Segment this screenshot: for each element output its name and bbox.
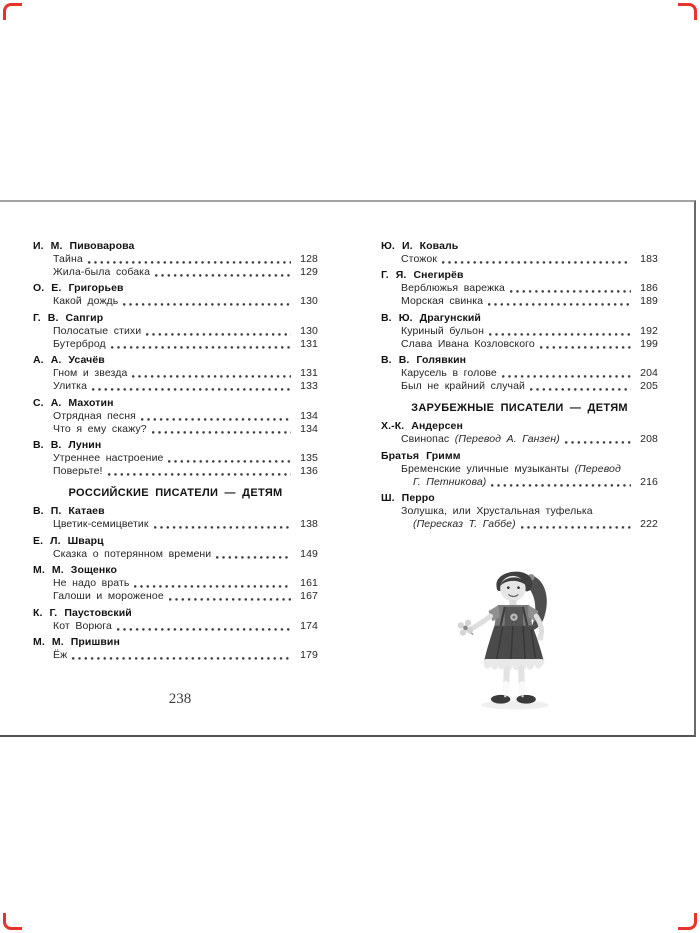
work-title-text: Тайна [53,252,83,265]
work-title-line [33,380,318,393]
author-name: О. Е. Григорьев [33,282,124,294]
author-name: И. М. Пивоварова [33,239,135,252]
work-title-text: Отрядная песня [53,409,136,422]
work-title-line [381,367,658,380]
dot-leader [92,388,291,391]
work-title-line [33,518,318,531]
work-title-line [33,338,318,351]
work-title-text: Утреннее настроение [53,452,164,464]
page-ref: 167 [300,590,318,602]
work-title-text: Улитка [53,380,88,392]
dot-leader [491,484,631,487]
author-name: В. В. Лунин [33,439,102,451]
dot-leader [134,585,291,588]
dot-leader [155,274,291,277]
page-ref: 131 [300,367,318,379]
author-name: Г. В. Сапгир [33,311,104,324]
red-corner-bottom-left-icon [3,913,22,930]
work-title-text: Свинопас [401,433,450,445]
work-title-line [33,452,318,465]
dot-leader [216,556,291,559]
dot-leader [111,346,291,349]
work-title-line [381,476,658,489]
page-ref: 149 [300,547,318,560]
work-title-line [33,649,318,662]
page-ref: 161 [300,577,318,589]
work-title-text: Цветик-семицветик [53,518,149,530]
page-ref: 216 [640,475,658,488]
author-name: Ш. Перро [381,492,435,504]
page-ref: 192 [640,324,658,337]
page-number: 238 [168,691,192,707]
page-ref: 138 [300,518,318,530]
work-title-text: Что я ему скажу? [53,422,147,435]
author-name: М. М. Зощенко [33,564,118,576]
dot-leader [108,473,291,476]
author-name: В. В. Голявкин [381,354,467,366]
dot-leader [530,388,631,391]
dot-leader [117,628,291,631]
work-title-text: Бременские уличные музыканты [401,462,570,475]
section-heading: РОССИЙСКИЕ ПИСАТЕЛИ — ДЕТЯМ [68,487,283,499]
author-name: Братья Гримм [381,449,461,462]
red-corner-top-left-icon [3,3,22,20]
dot-leader [72,657,291,660]
work-title-text: Не надо врать [53,577,130,589]
page-ref: 130 [300,295,318,307]
dot-leader [132,375,291,378]
page-ref: 179 [300,649,318,661]
work-title-line [381,505,658,518]
page-ref: 130 [300,324,318,337]
work-title-line [381,253,658,266]
work-title-text: Поверьте! [53,465,103,477]
work-title-text: Золушка, или Хрустальная туфелька [401,505,593,517]
dot-leader [489,333,631,336]
red-corner-top-right-icon [678,3,697,20]
page-ref: 134 [300,422,318,435]
work-title-line [381,282,658,295]
work-title-text: Стожок [401,252,438,265]
dot-leader [168,460,291,463]
page-ref: 128 [300,252,318,265]
work-title-text: Кот Ворюга [53,619,112,632]
work-title-text: Куриный бульон [401,324,485,337]
dot-leader [565,441,631,444]
work-title-line [33,325,318,338]
author-name: Г. Я. Снегирёв [381,269,464,281]
page-ref: 135 [300,452,318,464]
dot-leader [169,598,291,601]
dot-leader [141,418,291,421]
work-title-text: Карусель в голове [401,367,497,379]
page-ref: 186 [640,282,658,294]
work-title-line [381,518,658,531]
work-title-line [381,463,658,476]
work-title-line [33,295,318,308]
page-ref: 183 [640,252,658,265]
author-name: С. А. Махотин [33,396,114,409]
work-title-text: Полосатые стихи [53,324,142,337]
author-name: В. П. Катаев [33,505,105,517]
work-title-text: Жила-была собака [53,265,151,278]
work-title-text: Бутерброд [53,337,106,350]
page-ref: 129 [300,265,318,278]
page-ref: 222 [640,518,658,530]
page-ref: 133 [300,380,318,392]
work-title-translator: (Перевод [569,462,621,475]
work-title-text: Был не крайний случай [401,380,526,392]
work-title-text: Галоши и мороженое [53,590,164,602]
work-title-line [33,423,318,436]
red-corner-bottom-right-icon [678,913,697,930]
dot-leader [146,333,291,336]
page-ref: 131 [300,337,318,350]
dot-leader [540,346,631,349]
work-title-line [381,338,658,351]
author-name: В. Ю. Драгунский [381,311,481,324]
author-name: Х.-К. Андерсен [381,420,463,432]
work-title-line [381,325,658,338]
dot-leader [123,303,291,306]
author-name: К. Г. Паустовский [33,606,132,619]
dot-leader [442,261,631,264]
dot-leader [88,261,291,264]
work-title-line [33,367,318,380]
work-title-line [33,590,318,603]
work-title-line [33,253,318,266]
page-ref: 199 [640,337,658,350]
page-ref: 208 [640,433,658,445]
page-ref: 174 [300,619,318,632]
dot-leader [152,431,291,434]
toc-column-left [33,236,318,662]
dot-leader [488,303,631,306]
work-title-line [33,410,318,423]
dot-leader [521,526,631,529]
work-title-line [381,380,658,393]
page-ref: 134 [300,409,318,422]
work-title-line [33,465,318,478]
work-title-line [33,548,318,561]
page-ref: 189 [640,295,658,307]
author-name: А. А. Усачёв [33,354,105,366]
author-name: Ю. И. Коваль [381,239,459,252]
page-ref: 204 [640,367,658,379]
work-title-line [381,433,658,446]
work-title-translator: (Перевод А. Ганзен) [449,433,560,445]
dot-leader [510,290,631,293]
girl-illustration [448,554,588,712]
work-title-text: Ёж [53,649,68,661]
work-title-translator: (Пересказ Т. Габбе) [413,518,516,530]
author-name: Е. Л. Шварц [33,534,104,547]
work-title-line [33,620,318,633]
work-title-line [33,266,318,279]
dot-leader [154,526,291,529]
section-heading: ЗАРУБЕЖНЫЕ ПИСАТЕЛИ — ДЕТЯМ [411,402,628,414]
work-title-text: Гном и звезда [53,367,128,379]
work-title-text: Морская свинка [401,295,484,307]
work-title-text: Слава Ивана Козловского [401,337,535,350]
work-title-text: Верблюжья варежка [401,282,505,294]
work-title-text: Какой дождь [53,295,119,307]
page-ref: 205 [640,380,658,392]
author-name: М. М. Пришвин [33,636,120,648]
page-ref: 136 [300,465,318,477]
dot-leader [502,375,631,378]
work-title-translator: Г. Петникова) [413,475,487,488]
work-title-line [381,295,658,308]
work-title-text: Сказка о потерянном времени [53,547,212,560]
toc-column-right [381,236,658,531]
work-title-line [33,577,318,590]
